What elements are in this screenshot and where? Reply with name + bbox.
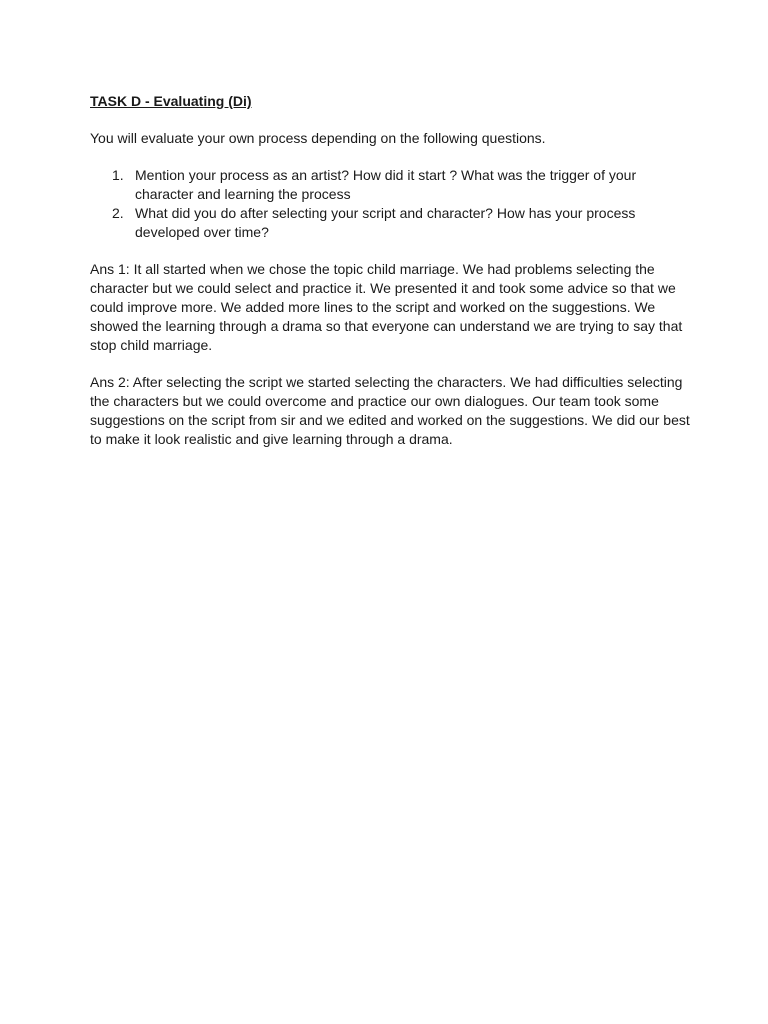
question-text: Mention your process as an artist? How did it start ? What was the trigger of your character and learning the process — [135, 167, 637, 202]
question-item — [90, 204, 690, 242]
document-page — [90, 92, 690, 467]
question-number: 1. — [112, 167, 124, 183]
question-text: What did you do after selecting your script and character? How has your process developed over time? — [135, 205, 636, 240]
document-heading: TASK D - Evaluating (Di) — [90, 93, 252, 109]
question-item — [90, 166, 690, 204]
answer-1-paragraph: Ans 1: It all started when we chose the topic child marriage. We had problems selecting the character but we could select and practice it. We presented it and took some advice so that we could improve more. We added more lines to the script and worked on the suggestions. We showed the learning through a drama so that everyone can understand we are trying to say that stop child marriage. — [90, 261, 683, 353]
questions-list — [90, 166, 690, 242]
intro-text: You will evaluate your own process depending on the following questions. — [90, 130, 546, 146]
answer-2-paragraph: Ans 2: After selecting the script we started selecting the characters. We had difficulties selecting the characters but we could overcome and practice our own dialogues. Our team took some suggestions on the script from sir and we edited and worked on the suggestions. We did our best to make it look realistic and give learning through a drama. — [90, 374, 690, 447]
question-number: 2. — [112, 205, 124, 221]
